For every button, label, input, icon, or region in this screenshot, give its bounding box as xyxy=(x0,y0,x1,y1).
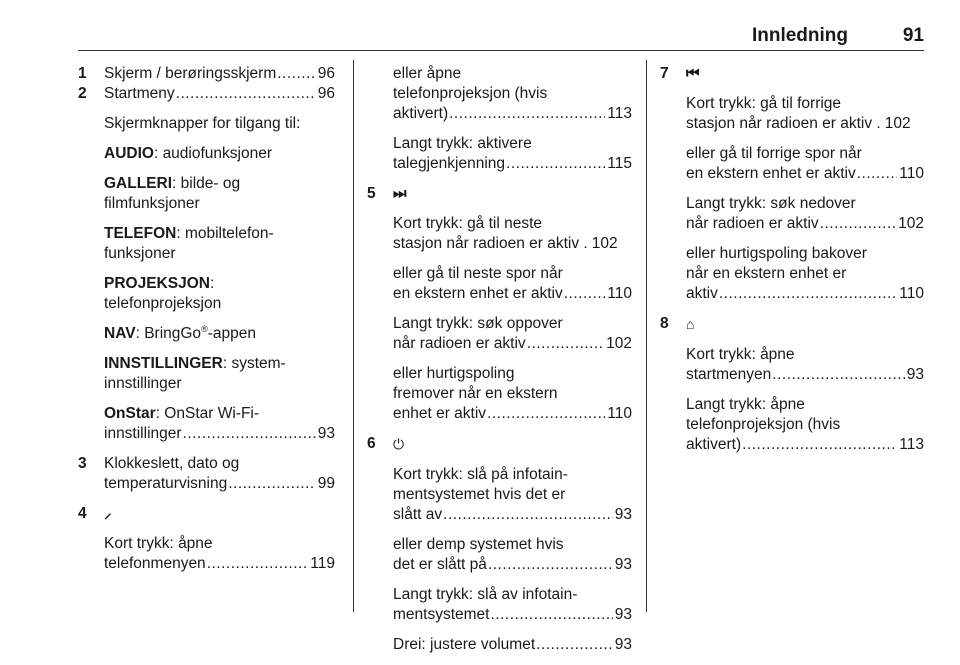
nav-item: NAV: BringGo®-appen xyxy=(104,323,256,342)
page-ref[interactable]: 93 xyxy=(614,636,632,653)
column-1 xyxy=(78,64,335,574)
entry-number: 2 xyxy=(78,85,87,102)
entry-number: 7 xyxy=(660,65,669,82)
page-ref[interactable]: 96 xyxy=(317,85,335,102)
entry-number: 8 xyxy=(660,315,669,332)
page-ref[interactable]: 102 xyxy=(591,235,618,252)
entry-4: 4 ⸝ Kort trykk: åpne telefonmenyen ..... 119 xyxy=(78,504,335,574)
page-title: Innledning xyxy=(751,25,848,46)
entry-number: 6 xyxy=(367,435,376,452)
page-ref[interactable]: 115 xyxy=(607,155,632,172)
page-ref[interactable]: 93 xyxy=(614,506,632,523)
entry-5: 5 ⏭ Kort trykk: gå til neste stasjon når radioen er aktiv . 102 eller gå til neste spor når en ekstern enhet er aktiv ..... 110 Langt trykk: søk oppover når radioen er aktiv ..... 102 eller hurtigspoling fremover når en ekstern enhet er aktiv ..... 110 xyxy=(367,184,632,434)
page-ref[interactable]: 110 xyxy=(899,285,924,302)
page-ref[interactable]: 102 xyxy=(884,115,911,132)
entry-1 xyxy=(78,64,335,84)
page-ref[interactable]: 93 xyxy=(906,366,924,383)
skip-forward-icon: ⏭ xyxy=(393,185,407,202)
page-header xyxy=(78,24,924,51)
onstar-item: OnStar: OnStar Wi-Fi- innstillinger ..... 93 xyxy=(104,404,335,444)
home-icon: ⌂ xyxy=(686,316,695,332)
page-ref[interactable]: 102 xyxy=(898,215,924,232)
entry-8: 8 ⌂ Kort trykk: åpne startmenyen ..... 93 Langt trykk: åpne telefonprojeksjon (hvis aktivert) ..... 113 xyxy=(660,314,924,465)
page-number: 91 xyxy=(902,25,924,46)
page-ref[interactable]: 110 xyxy=(607,405,632,422)
page-ref[interactable]: 113 xyxy=(899,436,924,453)
page-ref[interactable]: 93 xyxy=(614,556,632,573)
entry-7: 7 ⏮ Kort trykk: gå til forrige stasjon når radioen er aktiv . 102 eller gå til forrige spor når en ekstern enhet er aktiv ..... 110 Langt trykk: søk nedover når radioen er aktiv ..... 102 eller hurtigspoling bakover når en ekstern enhet er aktiv ..... 110 xyxy=(660,64,924,314)
column-3 xyxy=(660,64,924,465)
page-ref[interactable]: 96 xyxy=(317,65,335,82)
page-ref[interactable]: 119 xyxy=(310,555,335,572)
column-divider xyxy=(353,60,354,612)
toc-line: temperaturvisning ..... 99 xyxy=(104,474,335,494)
page-ref[interactable]: 113 xyxy=(607,105,632,122)
page-ref[interactable]: 93 xyxy=(614,606,632,623)
phone-icon: ⸝ xyxy=(104,505,112,522)
power-icon: ⏻ xyxy=(393,436,405,452)
page-ref[interactable]: 99 xyxy=(317,475,335,492)
page-ref[interactable]: 93 xyxy=(317,425,335,442)
galleri-item: GALLERI: bilde- og filmfunksjoner xyxy=(104,175,241,212)
entry-6: 6 ⏻ Kort trykk: slå på infotain- mentsystemet hvis det er slått av ..... 93 eller demp systemet hvis det er slått på ..... 93 Langt trykk: slå av infotain- mentsystemet ..... 93 Drei: justere volumet ..... 93 xyxy=(367,434,632,665)
entry-number: 4 xyxy=(78,505,87,522)
column-divider xyxy=(646,60,647,612)
entry-3: 3 Klokkeslett, dato og temperaturvisning ..... 99 xyxy=(78,454,335,494)
toc-line: Skjerm / berøringsskjerm ..... 96 xyxy=(104,64,335,84)
entry-2 xyxy=(78,84,335,454)
entry-number: 1 xyxy=(78,65,87,82)
entry-number: 3 xyxy=(78,455,87,472)
page-ref[interactable]: 102 xyxy=(606,335,632,352)
page-ref[interactable]: 110 xyxy=(899,165,924,182)
projeksjon-item: PROJEKSJON: telefonprojeksjon xyxy=(104,275,222,312)
intro-text: Skjermknapper for tilgang til: xyxy=(104,115,301,132)
entry-number: 5 xyxy=(367,185,376,202)
phone-projection-line: eller åpne telefonprojeksjon (hvis aktivert) ..... 113 xyxy=(367,64,632,124)
skip-back-icon: ⏮ xyxy=(686,65,700,82)
telefon-item: TELEFON: mobiltelefon- funksjoner xyxy=(104,225,274,262)
voice-recognition-line: Langt trykk: aktivere talegjenkjenning ..... 115 xyxy=(367,134,632,174)
audio-item: AUDIO: audiofunksjoner xyxy=(104,145,273,162)
column-2 xyxy=(367,64,632,665)
page-ref[interactable]: 110 xyxy=(607,285,632,302)
toc-line: Startmeny ..... 96 xyxy=(104,84,335,104)
toc-line: telefonmenyen ..... 119 xyxy=(104,554,335,574)
innstillinger-item: INNSTILLINGER: system- innstillinger xyxy=(104,355,286,392)
